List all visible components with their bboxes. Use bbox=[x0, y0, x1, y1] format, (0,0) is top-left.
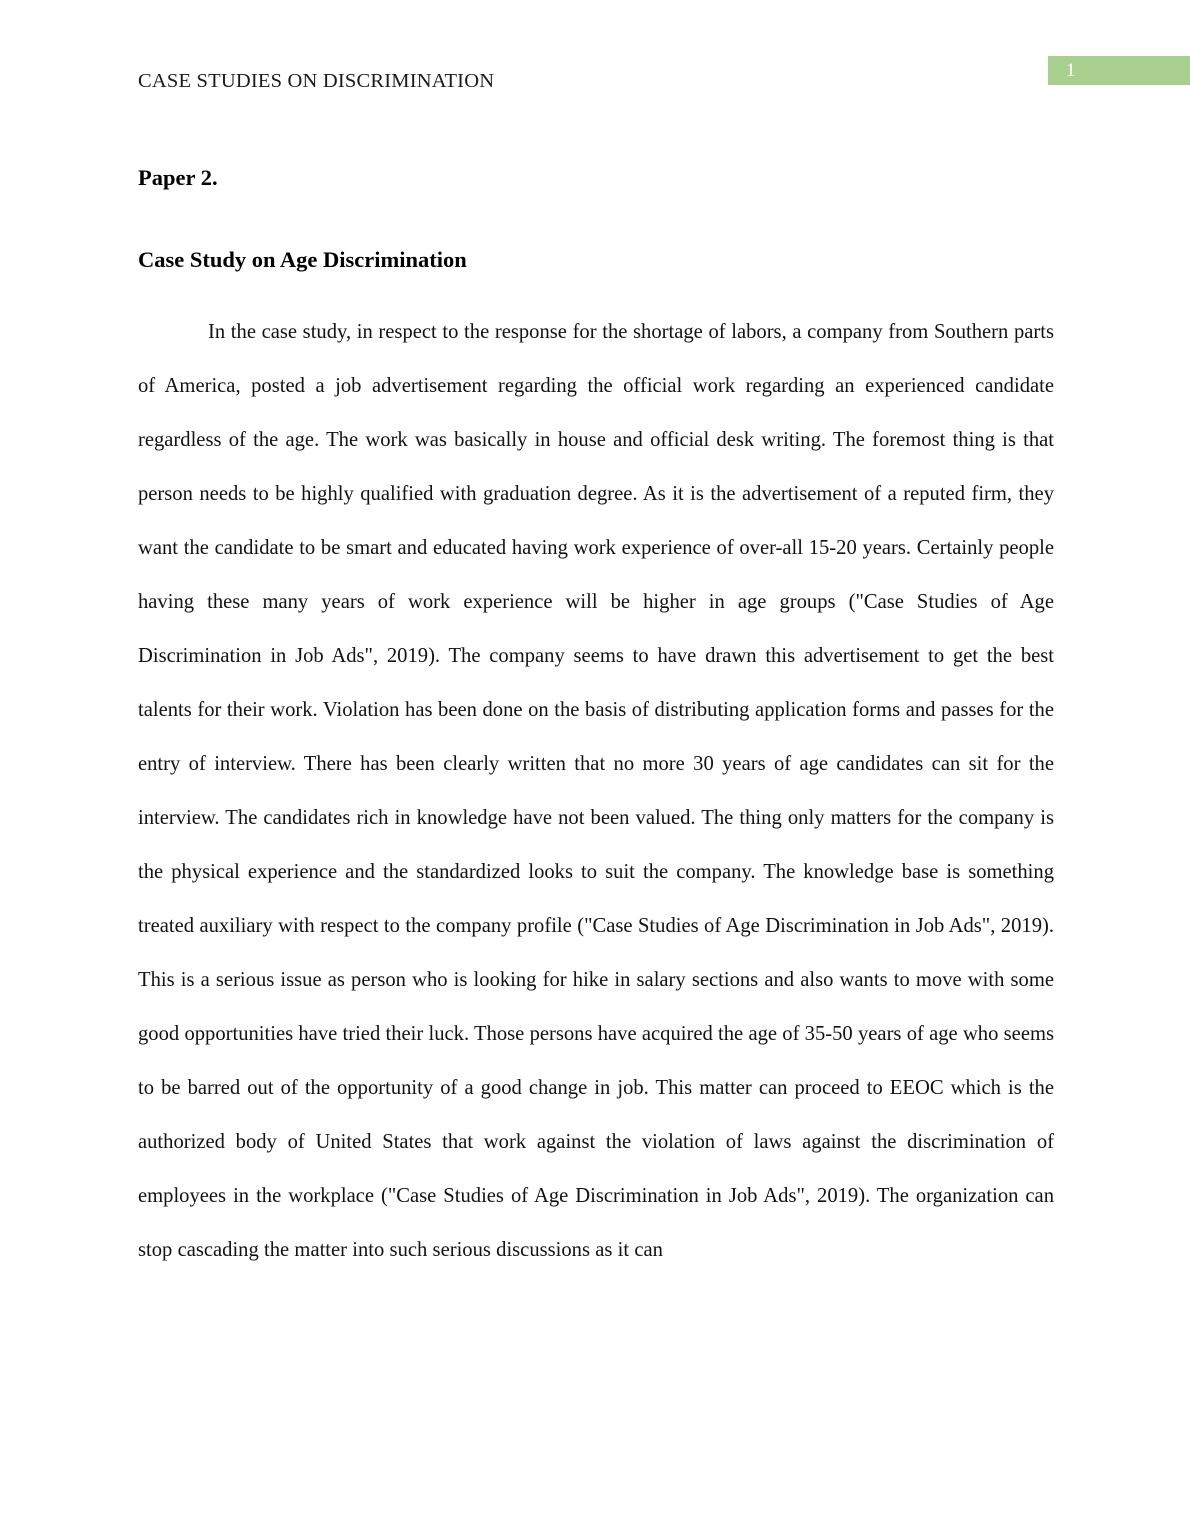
running-header: CASE STUDIES ON DISCRIMINATION bbox=[138, 70, 495, 92]
heading-paper-number: Paper 2. bbox=[138, 165, 218, 190]
body-paragraph: In the case study, in respect to the response for the shortage of labors, a company from Southern parts of America, posted a job advertisement regarding the official work regarding an experienced candidate regardless of the age. The work was basically in house and official desk writing. The foremost thing is that person needs to be highly qualified with graduation degree. As it is the advertisement of a reputed firm, they want the candidate to be smart and educated having work experience of over-all 15-20 years. Certainly people having these many years of work experience will be higher in age groups ("Case Studies of Age Discrimination in Job Ads", 2019). The company seems to have drawn this advertisement to get the best talents for their work. Violation has been done on the basis of distributing application forms and passes for the entry of interview. There has been clearly written that no more 30 years of age candidates can sit for the interview. The candidates rich in knowledge have not been valued. The thing only matters for the company is the physical experience and the standardized looks to suit the company. The knowledge base is something treated auxiliary with respect to the company profile ("Case Studies of Age Discrimination in Job Ads", 2019). This is a serious issue as person who is looking for hike in salary sections and also wants to move with some good opportunities have tried their luck. Those persons have acquired the age of 35-50 years of age who seems to be barred out of the opportunity of a good change in job. This matter can proceed to EEOC which is the authorized body of United States that work against the violation of laws against the discrimination of employees in the workplace ("Case Studies of Age Discrimination in Job Ads", 2019). The organization can stop cascading the matter into such serious discussions as it can bbox=[138, 321, 1054, 1261]
page-number-badge bbox=[1048, 56, 1190, 85]
heading-section-title: Case Study on Age Discrimination bbox=[138, 247, 467, 272]
body-text-block bbox=[138, 305, 1054, 1277]
page-number-label: 1 bbox=[1066, 60, 1076, 81]
